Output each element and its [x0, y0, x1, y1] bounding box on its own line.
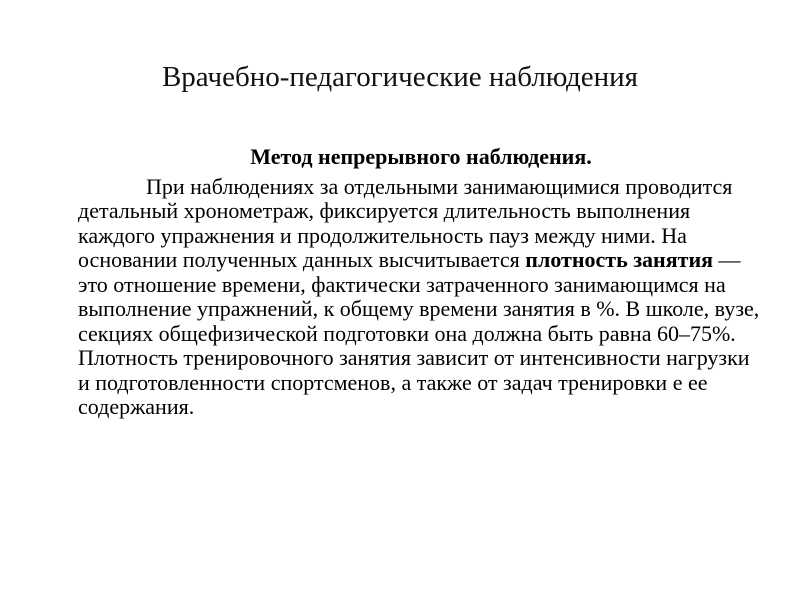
body-paragraph	[78, 175, 764, 420]
slide-body	[78, 145, 764, 420]
slide-title: Врачебно-педагогические наблюдения	[161, 61, 639, 93]
paragraph-text-before: При наблюдениях за отдельными занимающимися проводится детальный хронометраж, фиксируется длительность выполнения каждого упражнения и продолжительность пауз между ними. На основании полученных данных высчитывается	[78, 173, 733, 272]
paragraph-text-after: — это отношение времени, фактически затраченного занимающимся на выполнение упражнений, к общему времени занятия в %. В школе, вузе, секциях общефизической подготовки она должна быть равна 60–75%. Плотность тренировочного занятия зависит от интенсивности нагрузки и подготовленности спортсменов, а также от задач тренировки е ее содержания.	[78, 247, 760, 419]
highlighted-term: плотность занятия	[525, 247, 714, 272]
section-subheading: Метод непрерывного наблюдения.	[250, 144, 592, 169]
